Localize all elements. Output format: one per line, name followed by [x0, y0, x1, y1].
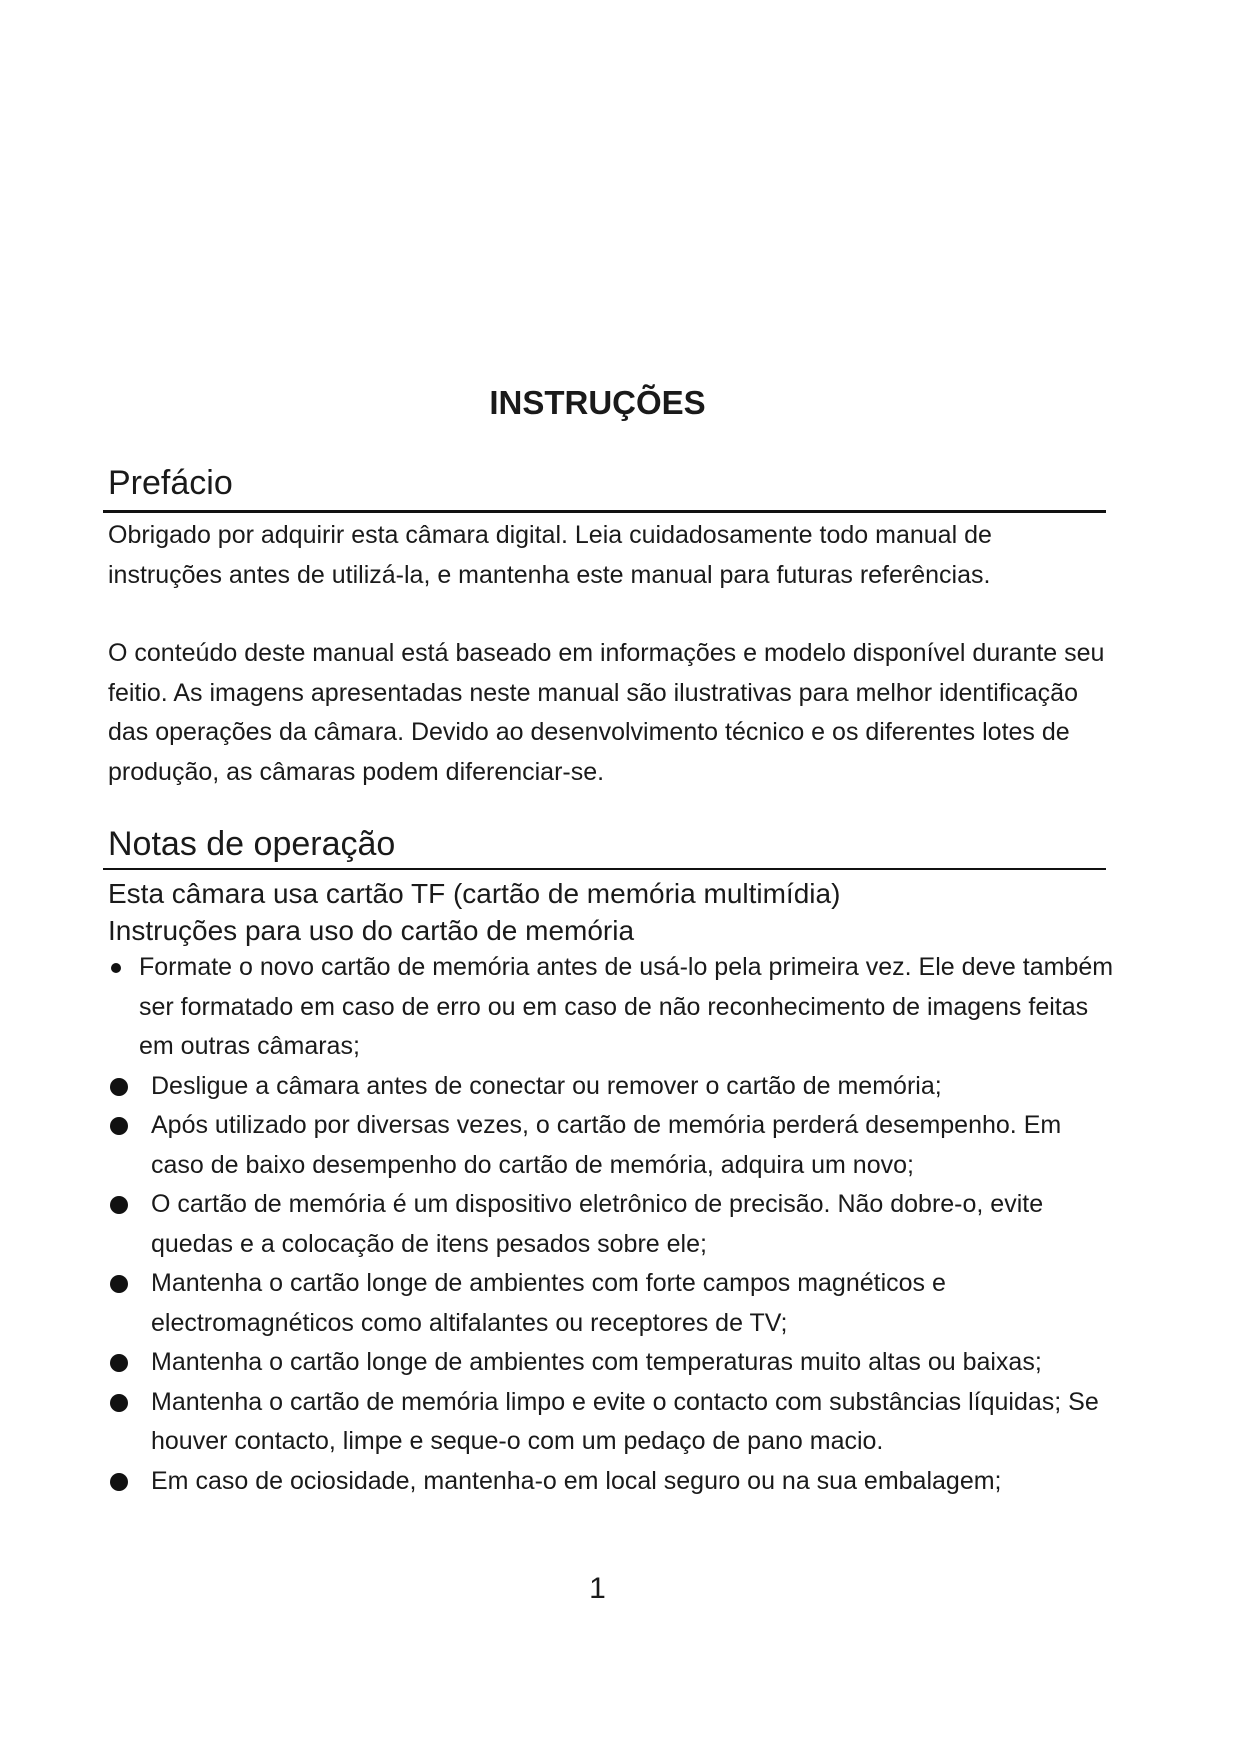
bullet-dot-icon — [110, 1117, 128, 1135]
list-item: Após utilizado por diversas vezes, o cartão de memória perderá desempenho. Em caso de baixo desempenho do cartão de memória, adquira um novo; — [108, 1106, 1118, 1185]
page-number: 1 — [589, 1572, 606, 1605]
notas-subheading-1: Esta câmara usa cartão TF (cartão de memória multimídia) — [108, 878, 841, 909]
list-item: Mantenha o cartão longe de ambientes com forte campos magnéticos e electromagnéticos como altifalantes ou receptores de TV; — [108, 1264, 1118, 1343]
section-heading-notas: Notas de operação — [108, 825, 396, 863]
bullet-dot-icon — [110, 1078, 128, 1096]
bullet-dot-icon — [110, 1394, 128, 1412]
memory-card-instructions-list — [108, 948, 1118, 1501]
list-item: Desligue a câmara antes de conectar ou remover o cartão de memória; — [108, 1067, 1118, 1107]
section-divider — [103, 510, 1106, 513]
notas-subheading-2: Instruções para uso do cartão de memória — [108, 915, 635, 946]
section-heading-prefacio: Prefácio — [108, 464, 233, 502]
list-item: Mantenha o cartão longe de ambientes com temperaturas muito altas ou baixas; — [108, 1343, 1118, 1383]
section-divider — [103, 868, 1106, 870]
list-item: Formate o novo cartão de memória antes de usá-lo pela primeira vez. Ele deve também ser formatado em caso de erro ou em caso de não reconhecimento de imagens feitas em outras câmaras; — [108, 948, 1118, 1067]
bullet-dot-icon — [110, 1473, 128, 1491]
list-item: Em caso de ociosidade, mantenha-o em local seguro ou na sua embalagem; — [108, 1462, 1118, 1502]
prefacio-paragraph-2: O conteúdo deste manual está baseado em informações e modelo disponível durante seu feitio. As imagens apresentadas neste manual são ilustrativas para melhor identificação das operações da câmara. Devido ao desenvolvimento técnico e os diferentes lotes de produção, as câmaras podem diferenciar-se. — [108, 639, 1105, 786]
bullet-dot-icon — [111, 963, 121, 973]
list-item: Mantenha o cartão de memória limpo e evite o contacto com substâncias líquidas; Se houver contacto, limpe e seque-o com um pedaço de pano macio. — [108, 1383, 1118, 1462]
page-title: INSTRUÇÕES — [489, 384, 706, 421]
list-item: O cartão de memória é um dispositivo eletrônico de precisão. Não dobre-o, evite quedas e a colocação de itens pesados sobre ele; — [108, 1185, 1118, 1264]
prefacio-paragraph-1: Obrigado por adquirir esta câmara digital. Leia cuidadosamente todo manual de instruções antes de utilizá-la, e mantenha este manual para futuras referências. — [108, 521, 992, 589]
bullet-dot-icon — [110, 1354, 128, 1372]
bullet-dot-icon — [110, 1196, 128, 1214]
bullet-dot-icon — [110, 1275, 128, 1293]
